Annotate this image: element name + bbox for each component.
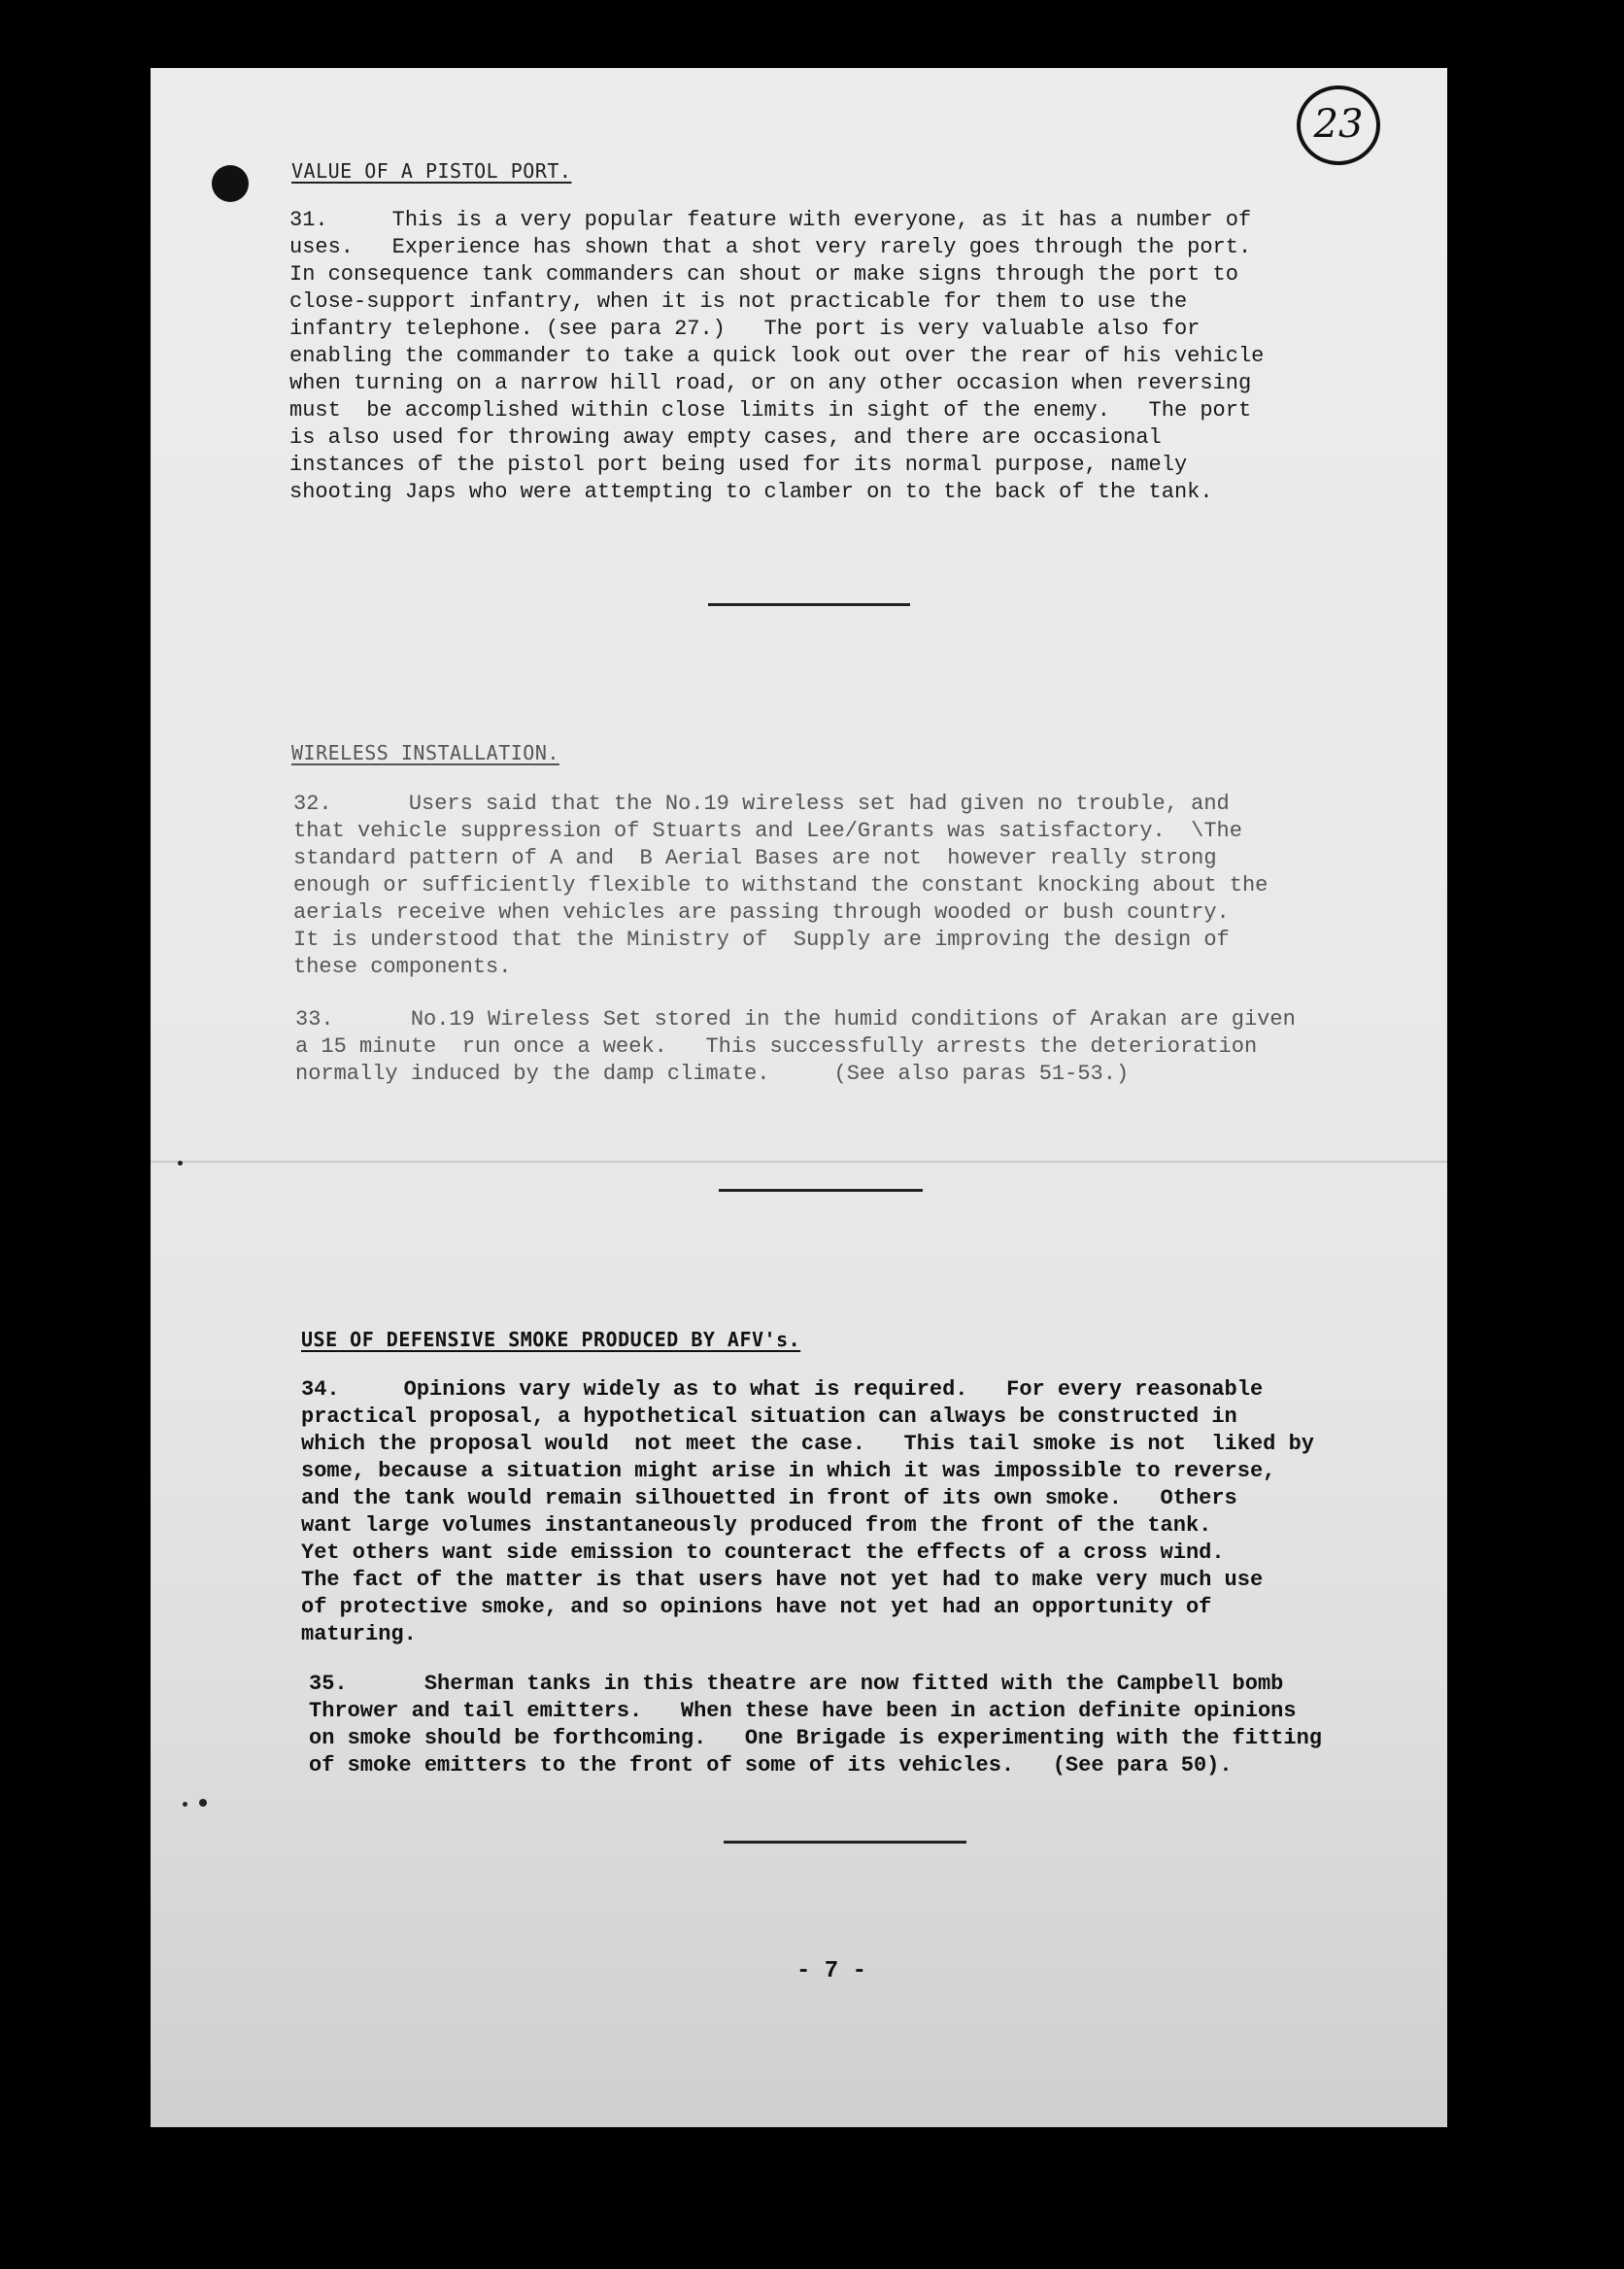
ink-speck [183, 1802, 187, 1807]
page-fold-line [151, 1161, 1447, 1163]
section-heading-wireless: WIRELESS INSTALLATION. [291, 741, 559, 764]
document-page [151, 68, 1447, 2127]
ink-speck [178, 1161, 183, 1166]
paragraph-34: 34. Opinions vary widely as to what is required. For every reasonable practical proposal, a hypothetical situation can always be constructed in which the proposal would not meet the case. This tail smoke is not liked by some, because a situation might arise in which it was impossible to reverse, and the tank would remain silhouetted in front of its own smoke. Others want large volumes instantaneously produced from the front of the tank. Yet others want side emission to counteract the effects of a cross wind. The fact of the matter is that users have not yet had to make very much use of protective smoke, and so opinions have not yet had an opportunity of maturing. [301, 1377, 1314, 1646]
section-heading-defensive-smoke: USE OF DEFENSIVE SMOKE PRODUCED BY AFV's. [301, 1328, 801, 1351]
archive-folio-number: 23 [1297, 85, 1380, 165]
page-number-footer: - 7 - [796, 1958, 867, 1984]
section-divider [708, 603, 910, 606]
paragraph-32: 32. Users said that the No.19 wireless set had given no trouble, and that vehicle suppression of Stuarts and Lee/Grants was satisfactory. \The standard pattern of A and B Aerial Bases are not however really strong enough or sufficiently flexible to withstand the constant knocking about the aerials receive when vehicles are passing through wooded or bush country. It is understood that the Ministry of Supply are improving the design of these components. [293, 792, 1269, 979]
paragraph-35: 35. Sherman tanks in this theatre are now fitted with the Campbell bomb Thrower and tail emitters. When these have been in action definite opinions on smoke should be forthcoming. One Brigade is experimenting with the fitting of smoke emitters to the front of some of its vehicles. (See para 50). [309, 1672, 1322, 1778]
paragraph-31: 31. This is a very popular feature with everyone, as it has a number of uses. Experience has shown that a shot very rarely goes through the port. In consequence tank commanders can shout or make signs through the port to close-support infantry, when it is not practicable for them to use the infantry telephone. (see para 27.) The port is very valuable also for enabling the commander to take a quick look out over the rear of his vehicle when turning on a narrow hill road, or on any other occasion when reversing must be accomplished within close limits in sight of the enemy. The port is also used for throwing away empty cases, and there are occasional instances of the pistol port being used for its normal purpose, namely shooting Japs who were attempting to clamber on to the back of the tank. [289, 208, 1265, 504]
punch-hole-icon [212, 165, 249, 202]
ink-speck [199, 1799, 207, 1807]
section-divider [719, 1189, 923, 1192]
paragraph-33: 33. No.19 Wireless Set stored in the humid conditions of Arakan are given a 15 minute run once a week. This successfully arrests the deterioration normally induced by the damp climate. (See also paras 51-53.) [295, 1007, 1296, 1086]
section-divider [724, 1841, 966, 1844]
section-heading-pistol-port: VALUE OF A PISTOL PORT. [291, 159, 572, 183]
